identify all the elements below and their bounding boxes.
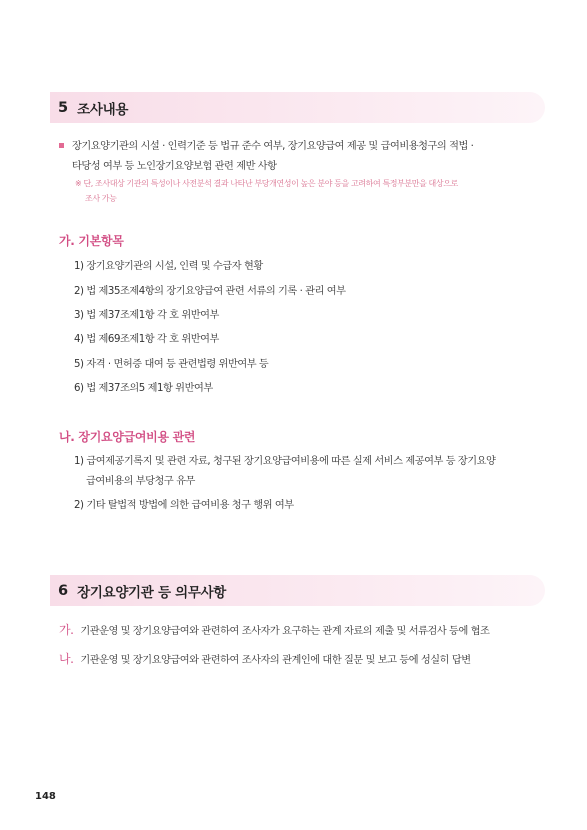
list-item: 2) 법 제35조제4항의 장기요양급여 관련 서류의 기록 · 관리 여부 [74, 286, 346, 297]
bullet-text-line-1: 장기요양기관의 시설 · 인력기준 등 법규 준수 여부, 장기요양급여 제공 및 급여비용청구의 적법 · [72, 141, 474, 152]
duty-item-2 [59, 650, 471, 667]
list-item: 6) 법 제37조의5 제1항 위반여부 [74, 383, 213, 394]
square-bullet-icon [59, 143, 64, 148]
section-title: 장기요양기관 등 의무사항 [77, 584, 227, 601]
page-number: 148 [35, 791, 56, 802]
bullet-text-line-2: 타당성 여부 등 노인장기요양보험 관련 제반 사항 [72, 161, 277, 172]
list-item: 4) 법 제69조제1항 각 호 위반여부 [74, 334, 219, 345]
section-number: 6 [58, 582, 69, 599]
duty-item-prefix: 가. [59, 623, 74, 637]
list-item: 5) 자격 · 면허증 대여 등 관련법령 위반여부 등 [74, 359, 269, 370]
list-item-continuation: 급여비용의 부당청구 유무 [86, 476, 195, 487]
list-item: 2) 기타 탈법적 방법에 의한 급여비용 청구 행위 여부 [74, 500, 294, 511]
section-6-header [50, 575, 545, 606]
duty-item-text: 기관운영 및 장기요양급여와 관련하여 조사자의 관계인에 대한 질문 및 보고 등에 성실히 답변 [80, 655, 471, 666]
subsection-heading-na: 나. 장기요양급여비용 관련 [59, 430, 196, 444]
list-item: 1) 급여제공기록지 및 관련 자료, 청구된 장기요양급여비용에 따른 실제 서비스 제공여부 등 장기요양 [74, 456, 496, 467]
note-line-2: 조사 가능 [85, 194, 117, 203]
duty-item-1 [59, 621, 489, 638]
section-5-header [50, 92, 545, 123]
section-number: 5 [58, 99, 69, 116]
subsection-heading-ga: 가. 기본항목 [59, 234, 124, 248]
duty-item-prefix: 나. [59, 652, 74, 666]
list-item: 3) 법 제37조제1항 각 호 위반여부 [74, 310, 219, 321]
section-title: 조사내용 [77, 101, 129, 118]
list-item: 1) 장기요양기관의 시설, 인력 및 수급자 현황 [74, 261, 263, 272]
duty-item-text: 기관운영 및 장기요양급여와 관련하여 조사자가 요구하는 관계 자료의 제출 및 서류검사 등에 협조 [80, 626, 490, 637]
note-line-1: ※ 단, 조사대상 기관의 특성이나 사전분석 결과 나타난 부당개연성이 높은 분야 등을 고려하여 특정부분만을 대상으로 [75, 179, 458, 188]
